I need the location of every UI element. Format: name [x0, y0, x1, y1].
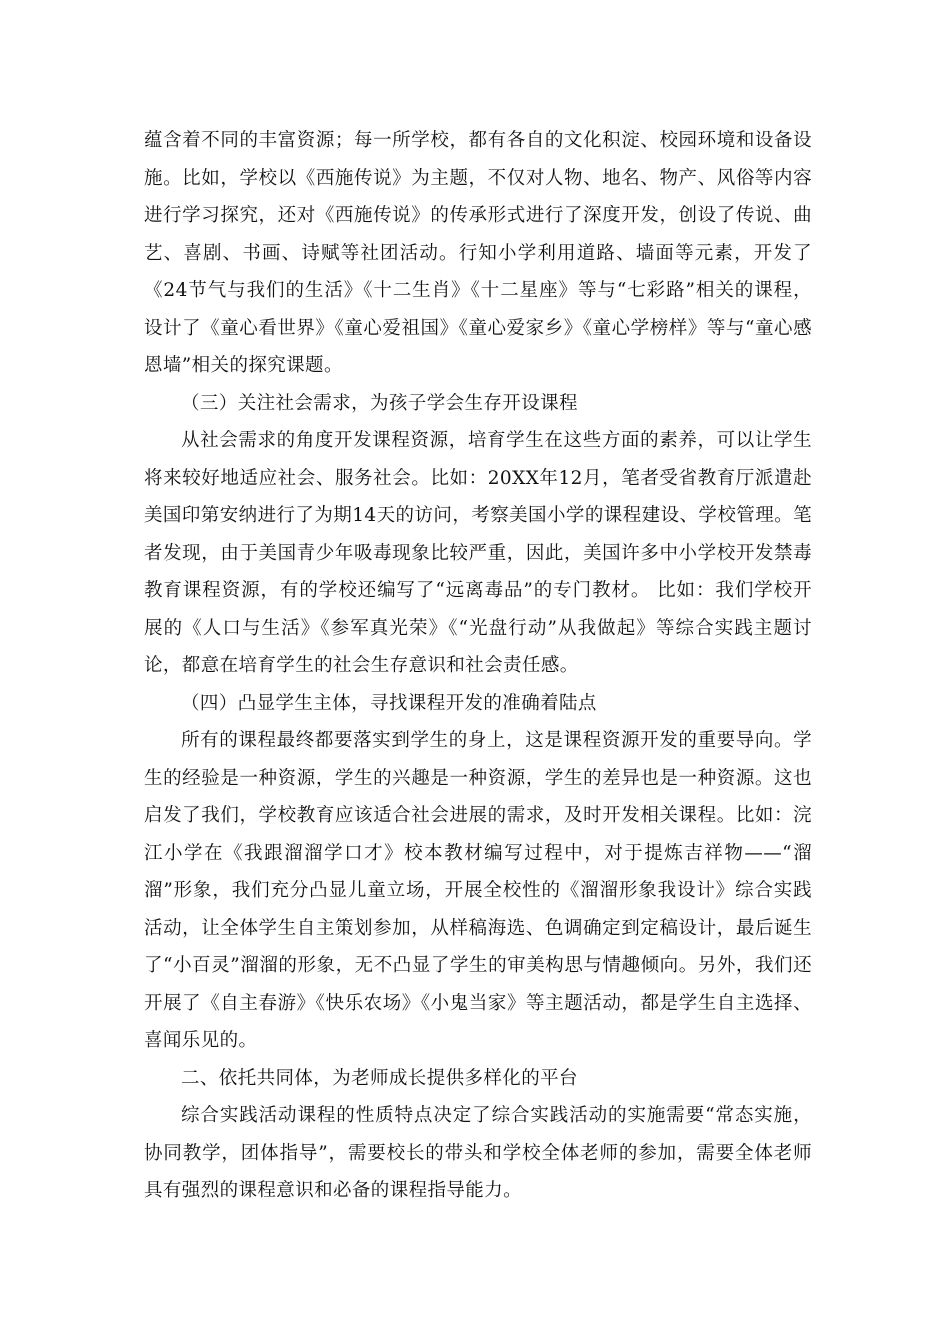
paragraph-student-subject: 所有的课程最终都要落实到学生的身上，这是课程资源开发的重要导向。学生的经验是一种资源，学生的兴趣是一种资源，学生的差异也是一种资源。这也启发了我们，学校教育应该适合社会进展的需求，及时开发相关课程。比如：浣江小学在《我跟溜溜学口才》校本教材编写过程中，对于提炼吉祥物——“溜溜”形象，我们充分凸显儿童立场，开展全校性的《溜溜形象我设计》综合实践活动，让全体学生自主策划参加，从样稿海选、色调确定到定稿设计，最后诞生了“小百灵”溜溜的形象，无不凸显了学生的审美构思与情趣倾向。另外，我们还开展了《自主春游》《快乐农场》《小鬼当家》等主题活动，都是学生自主选择、喜闻乐见的。	[144, 730, 812, 1051]
paragraph-resources-continued: 蕴含着不同的丰富资源；每一所学校，都有各自的文化积淀、校园环境和设备设施。比如，学校以《西施传说》为主题，不仅对人物、地名、物产、风俗等内容进行学习探究，还对《西施传说》的传承形式进行了深度开发，创设了传说、曲艺、喜剧、书画、诗赋等社团活动。行知小学利用道路、墙面等元素，开发了《24节气与我们的生活》《十二生肖》《十二星座》等与“七彩路”相关的课程，设计了《童心看世界》《童心爱祖国》《童心爱家乡》《童心学榜样》等与“童心感恩墙”相关的探究课题。	[144, 130, 812, 376]
paragraph-teacher-growth: 综合实践活动课程的性质特点决定了综合实践活动的实施需要“常态实施，协同教学，团体指导”，需要校长的带头和学校全体老师的参加，需要全体老师具有强烈的课程意识和必备的课程指导能力。	[144, 1105, 812, 1201]
section-heading-teacher-growth: 二、依托共同体，为老师成长提供多样化的平台	[181, 1067, 578, 1089]
section-heading-social-needs: （三）关注社会需求，为孩子学会生存开设课程	[181, 392, 578, 414]
paragraph-social-needs: 从社会需求的角度开发课程资源，培育学生在这些方面的素养，可以让学生将来较好地适应社会、服务社会。比如：20XX年12月，笔者受省教育厅派遣赴美国印第安纳进行了为期14天的访问，考察美国小学的课程建设、学校管理。笔者发现，由于美国青少年吸毒现象比较严重，因此，美国许多中小学校开发禁毒教育课程资源，有的学校还编写了“远离毒品”的专门教材。 比如：我们学校开展的《人口与生活》《参军真光荣》《“光盘行动”从我做起》等综合实践主题讨论，都意在培育学生的社会生存意识和社会责任感。	[144, 430, 812, 676]
section-heading-student-subject: （四）凸显学生主体，寻找课程开发的准确着陆点	[181, 692, 597, 714]
document-body	[144, 122, 812, 1210]
